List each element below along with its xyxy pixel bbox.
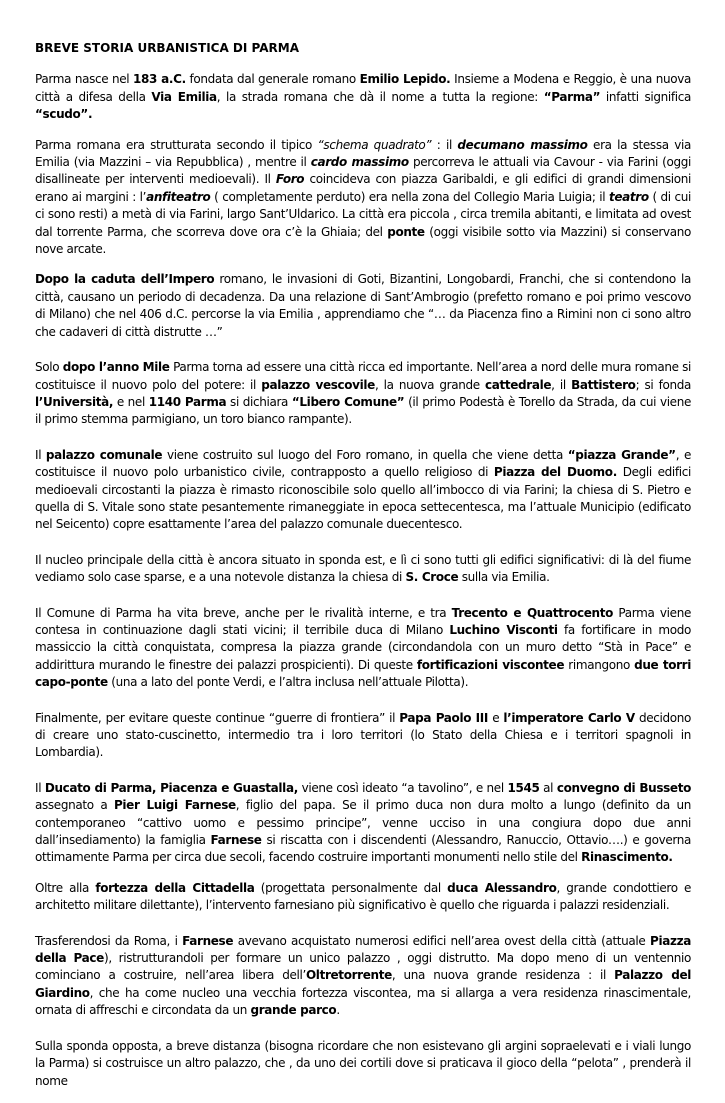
bold-text: anfiteatro [146, 189, 211, 204]
bold-text: “Libero Comune” [291, 394, 405, 409]
bold-text: convegno di Busseto [556, 780, 691, 795]
bold-text: palazzo vescovile [261, 377, 375, 392]
bold-text: Palazzo del Giardino [35, 968, 691, 1000]
bold-text: Via Emilia [151, 89, 217, 104]
paragraph-ducato [35, 780, 691, 867]
text-run: , la nuova grande [374, 377, 485, 392]
paragraph-after-year-1000 [35, 359, 691, 429]
bold-text: Farnese [182, 933, 234, 948]
text-run: (il primo Podestà è Torello da Strada, da cui viene il primo stemma parmigiano, un toro bianco rampante). [35, 394, 692, 427]
text-run: ( di cui ci sono resti) a metà di via Farini, largo Sant’Uldarico. La città era piccola , circa tremila abitanti, e limitata ad ovest dal torrente Parma, che scorreva dove ora c’è la Ghiaia; del [35, 189, 691, 239]
bold-text: palazzo comunale [45, 447, 163, 462]
bold-text: S. Croce [405, 570, 459, 585]
text-run: Parma torna ad essere una città ricca ed importante. Nell’area a nord delle mura romane si costituisce il nuovo polo del potere: il [35, 360, 691, 392]
bold-text: “Parma” [543, 89, 601, 104]
text-run: , il [551, 377, 572, 392]
bold-text: fortezza della Cittadella [95, 880, 255, 895]
bold-text: 1140 Parma [148, 394, 227, 409]
text-run: ( completamente perduto) era nella zona del Collegio Maria Luigia; il [210, 189, 609, 204]
bold-text: Rinascimento. [581, 850, 673, 865]
bold-text: Papa Paolo III [399, 710, 489, 725]
bold-text: Pier Luigi Farnese [113, 798, 236, 813]
bold-text: 183 a.C. [133, 72, 186, 87]
paragraph-nucleus-east [35, 552, 691, 587]
bold-text: grande parco [250, 1003, 337, 1018]
document-page [35, 40, 691, 1103]
text-run: percorreva le attuali via Cavour - via Farini (oggi disallineate per interventi medioevali). Il [35, 155, 692, 187]
text-run: viene costruito sul luogo del Foro romano, in quella che viene detta [162, 447, 568, 462]
document-title: BREVE STORIA URBANISTICA DI PARMA [35, 41, 299, 55]
text-run: Finalmente, per evitare queste continue “guerre di frontiera” il [35, 710, 400, 725]
bold-text: cardo massimo [310, 155, 409, 170]
text-run: , una nuova grande residenza : il [391, 968, 615, 983]
text-run: Parma nasce nel [35, 72, 134, 87]
text-run: Solo [35, 360, 63, 375]
text-run: rimangono [564, 657, 635, 672]
paragraph-fall-of-empire [35, 271, 691, 341]
text-run: , la strada romana che dà il nome a tutta la regione: [216, 89, 544, 104]
text-run: romano, le invasioni di Goti, Bizantini, Longobardi, Franchi, che si contendono la città, causano un periodo di decadenza. Da una relazione di Sant’Ambrogio (prefetto romano e poi primo vescovo di Milano) che nel 406 d.C. percorse la via Emilia , apprendiamo che “… da Piacenza fino a Rimini non ci sono altro che cadaveri di città distrutte …” [35, 272, 691, 339]
text-run: infatti significa [600, 89, 691, 104]
text-run: Insieme a Modena e Reggio, è una nuova città a difesa della [35, 72, 691, 104]
text-run: , figlio del papa. Se il primo duca non dura molto a lungo (definito da un contemporaneo “cattivo uomo e pessimo principe”, venne ucciso in una congiura dopo due anni dall’insediamento) la famiglia [35, 798, 692, 848]
bold-text: Emilio Lepido. [359, 72, 451, 87]
text-run: fa fortificare in modo massiccio la città conquistata, compresa la piazza grande (circondandola con un muro detto “Stà in Pace” e addirittura murando le finestre dei palazzi prospicienti). Di queste [35, 622, 691, 672]
bold-text: Trecento e Quattrocento [451, 605, 613, 620]
text-run: Parma viene contesa in continuazione dagli stati vicini; il terribile duca di Milano [35, 605, 691, 637]
paragraph-roman-parma [35, 137, 691, 259]
text-run: Trasferendosi da Roma, i [35, 933, 183, 948]
bold-text: “scudo”. [35, 107, 93, 122]
text-run: e nel [113, 394, 149, 409]
text-run: , e costituisce il nuovo polo urbanistico civile, contrapposto a quello religioso di [35, 447, 691, 480]
bold-text: Luchino Visconti [449, 622, 558, 637]
text-run: si riscatta con i discendenti (Alessandro, Ranuccio, Ottavio….) e governa ottimamente Parma per circa due secoli, facendo costruire importanti monumenti nello stile del [35, 833, 691, 865]
bold-text: Piazza della Pace [35, 933, 691, 966]
text-run: avevano acquistato numerosi edifici nell’area ovest della città (attuale [233, 933, 650, 948]
paragraph-farnese-palaces [35, 933, 691, 1020]
text-run: e [488, 710, 504, 725]
text-run: Il Comune di Parma ha vita breve, anche per le rivalità interne, e tra [35, 605, 452, 620]
text-run: coincideva con piazza Garibaldi, e gli edifici di grandi dimensioni erano ai margini : l’ [35, 172, 691, 204]
bold-text: l’imperatore Carlo V [503, 710, 635, 725]
bold-text: 1545 [507, 780, 540, 795]
text-run: . [336, 1003, 340, 1018]
bold-text: decumano massimo [457, 137, 588, 152]
text-run: (una a lato del ponte Verdi, e l’altra inclusa nell’attuale Pilotta). [107, 675, 469, 690]
text-run: Il nucleo principale della città è ancora situato in sponda est, e lì ci sono tutti gli edifici significativi: di là del fiume vediamo solo case sparse, e a una notevole distanza la chiesa di [35, 552, 691, 585]
text-run: era la stessa via Emilia (via Mazzini – via Repubblica) , mentre il [35, 137, 691, 170]
text-run: : il [431, 137, 458, 152]
text-run: fondata dal generale romano [185, 72, 360, 87]
paragraph-palazzo-comunale [35, 447, 691, 534]
text-run: Degli edifici medioevali circostanti la piazza è rimasto riconoscibile solo quello all’imbocco di via Farini; la chiesa di S. Pietro e quella di S. Vitale sono state pesantemente rimaneggiate in epoca settecentesca, ma l’attuale Municipio (edificato nel Seicento) copre esattamente l’area del palazzo comunale duecentesco. [35, 465, 691, 532]
text-run: ), ristrutturandoli per formare un unico palazzo , oggi distrutto. Ma dopo meno di un ventennio cominciano a costruire, nell’area libera dell’ [35, 951, 691, 983]
text-run: , che ha come nucleo una vecchia fortezza viscontea, ma si allarga a vera residenza rinascimentale, ornata di affreschi e circondata da un [35, 985, 691, 1018]
text-run: si dichiara [226, 394, 292, 409]
bold-text: ponte [387, 224, 425, 239]
text-run: Il [35, 780, 45, 795]
bold-text: teatro [608, 189, 649, 204]
paragraph-buffer-state [35, 710, 691, 762]
text-run: assegnato a [35, 798, 114, 813]
bold-text: l’Università, [35, 394, 114, 409]
bold-text: Foro [275, 172, 305, 187]
bold-text: Battistero [571, 377, 636, 392]
bold-text: dopo l’anno Mile [62, 360, 170, 375]
text-run: Sulla sponda opposta, a breve distanza (bisogna ricordare che non esistevano gli argini sopraelevati e i viali lungo la Parma) si costruisce un altro palazzo, che , da uno dei cortili dove si praticava il gioco della “pelota” , prenderà il nome [35, 1038, 691, 1088]
paragraph-pelota [35, 1038, 691, 1090]
bold-text: duca Alessandro [447, 880, 557, 895]
text-run: viene così ideato “a tavolino”, e nel [297, 780, 508, 795]
paragraph-cittadella [35, 880, 691, 915]
bold-text: cattedrale [484, 377, 552, 392]
text-run: Il [35, 447, 46, 462]
bold-text: Ducato di Parma, Piacenza e Guastalla, [44, 780, 298, 795]
bold-text: fortificazioni viscontee [416, 657, 565, 672]
bold-text: Oltretorrente [305, 968, 392, 983]
text-run: Oltre alla [35, 880, 96, 895]
bold-text: Piazza del Duomo. [493, 465, 617, 480]
text-run: sulla via Emilia. [458, 570, 550, 585]
paragraph-visconti [35, 605, 691, 692]
bold-text: due torri capo-ponte [35, 657, 691, 690]
italic-text: “schema quadrato” [317, 137, 432, 152]
text-run: (progettata personalmente dal [254, 880, 448, 895]
bold-text: “piazza Grande” [567, 447, 676, 462]
text-run: decidono di creare uno stato-cuscinetto, intermedio tra i loro territori (lo Stato della Chiesa e i territori spagnoli in Lombardia). [35, 710, 691, 760]
text-run: , grande condottiero e architetto militare dilettante), l’intervento farnesiano più significativo è quello che riguarda i palazzi residenziali. [35, 880, 692, 913]
paragraph-founding [35, 71, 691, 123]
text-run: al [539, 780, 557, 795]
bold-text: Dopo la caduta dell’Impero [35, 272, 215, 287]
text-run: (oggi visibile sotto via Mazzini) si conservano nove arcate. [35, 224, 692, 257]
bold-text: Farnese [210, 833, 262, 848]
text-run: Parma romana era strutturata secondo il tipico [35, 137, 318, 152]
text-run: ; si fonda [635, 377, 691, 392]
